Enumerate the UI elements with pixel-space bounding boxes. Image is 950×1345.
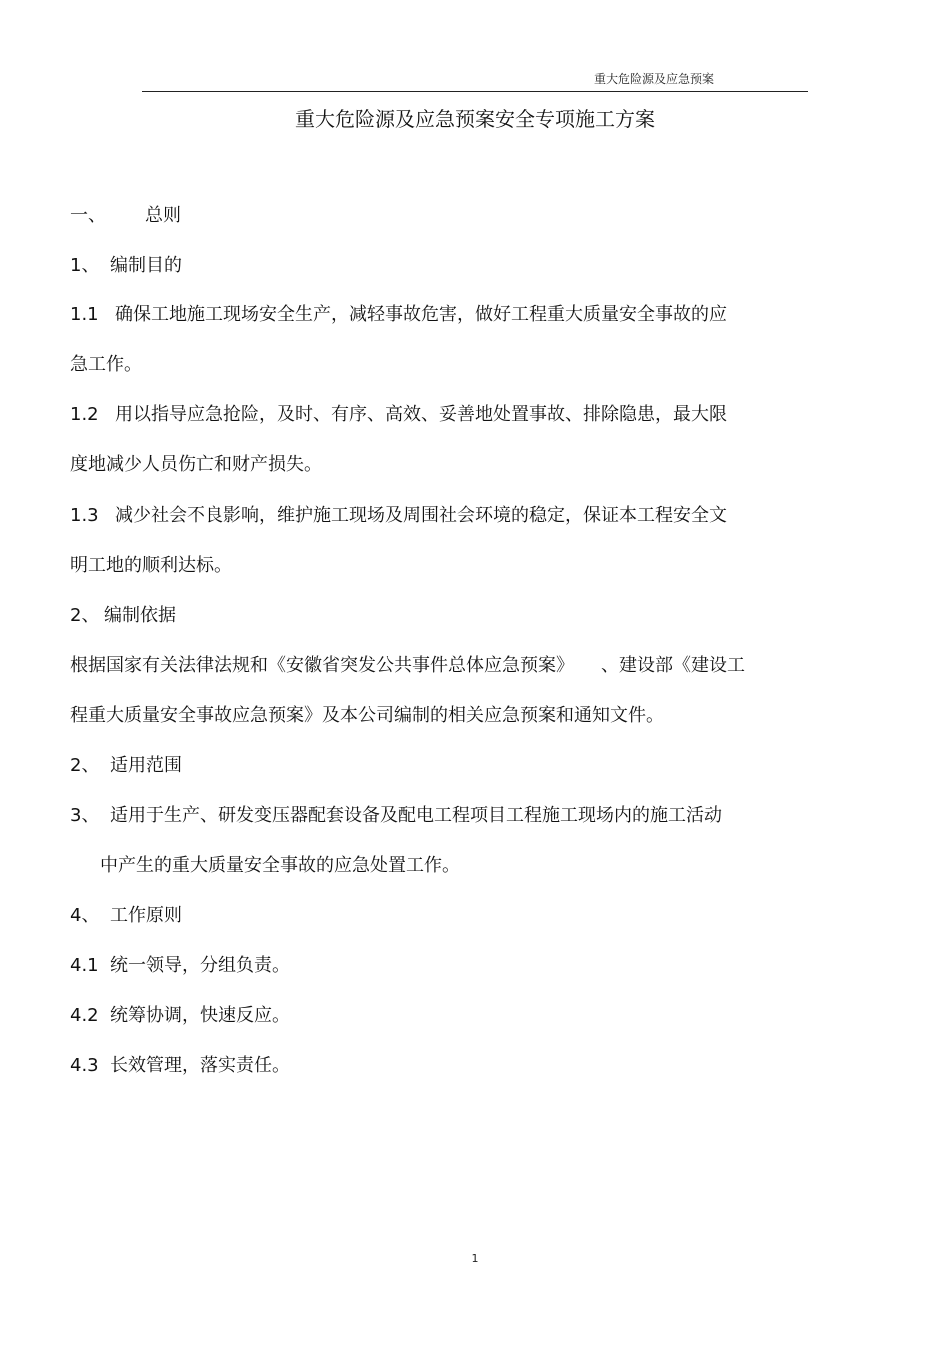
- subsection-number: 4、: [70, 905, 100, 926]
- section-number: 一、: [70, 205, 106, 226]
- clause-text: 用以指导应急抢险，及时、有序、高效、妥善地处置事故、排除隐患，最大限: [115, 404, 727, 425]
- paragraph-1-2: [70, 403, 727, 427]
- paragraph-1-1: [70, 303, 727, 327]
- subsection-heading-text: 编制依据: [104, 605, 176, 626]
- subsection-number: 2、: [70, 755, 100, 776]
- clause-number: 4.1: [70, 955, 99, 976]
- principle-4-3: [70, 1054, 290, 1078]
- section-heading-general: [70, 204, 181, 228]
- paragraph-1-1-continued: 急工作。: [70, 354, 142, 375]
- clause-number: 1.3: [70, 505, 99, 526]
- subsection-heading-principles: [70, 904, 182, 928]
- clause-number: 1.1: [70, 304, 99, 325]
- clause-number: 4.3: [70, 1055, 99, 1076]
- paragraph-1-3-continued: 明工地的顺利达标。: [70, 555, 232, 576]
- running-header: 重大危险源及应急预案: [594, 72, 715, 86]
- subsection-number: 2、: [70, 605, 100, 626]
- paragraph-1-3: [70, 504, 727, 528]
- document-title: 重大危险源及应急预案安全专项施工方案: [295, 107, 655, 131]
- subsection-heading-purpose: [70, 254, 182, 278]
- clause-text: 减少社会不良影响，维护施工现场及周围社会环境的稳定，保证本工程安全文: [115, 505, 727, 526]
- clause-text: 统一领导，分组负责。: [110, 955, 290, 976]
- principle-4-1: [70, 954, 290, 978]
- page-number: 1: [471, 1252, 479, 1265]
- clause-number: 3、: [70, 805, 100, 826]
- subsection-heading-text: 工作原则: [110, 905, 182, 926]
- clause-text: 长效管理，落实责任。: [110, 1055, 290, 1076]
- clause-text: 统筹协调，快速反应。: [110, 1005, 290, 1026]
- subsection-heading-basis: [70, 604, 176, 628]
- subsection-heading-text: 适用范围: [110, 755, 182, 776]
- principle-4-2: [70, 1004, 290, 1028]
- section-heading-text: 总则: [145, 205, 181, 226]
- subsection-heading-text: 编制目的: [110, 255, 182, 276]
- paragraph-scope: [70, 804, 722, 828]
- paragraph-scope-continued: 中产生的重大质量安全事故的应急处置工作。: [100, 855, 460, 876]
- paragraph-basis-continued: 程重大质量安全事故应急预案》及本公司编制的相关应急预案和通知文件。: [70, 705, 664, 726]
- clause-text: 适用于生产、研发变压器配套设备及配电工程项目工程施工现场内的施工活动: [110, 805, 722, 826]
- subsection-number: 1、: [70, 255, 100, 276]
- paragraph-1-2-continued: 度地减少人员伤亡和财产损失。: [70, 454, 322, 475]
- paragraph-basis: 根据国家有关法律法规和《安徽省突发公共事件总体应急预案》 、建设部《建设工: [70, 655, 745, 676]
- clause-number: 4.2: [70, 1005, 99, 1026]
- clause-number: 1.2: [70, 404, 99, 425]
- subsection-heading-scope: [70, 754, 182, 778]
- header-rule: [142, 91, 808, 92]
- clause-text: 确保工地施工现场安全生产，减轻事故危害，做好工程重大质量安全事故的应: [115, 304, 727, 325]
